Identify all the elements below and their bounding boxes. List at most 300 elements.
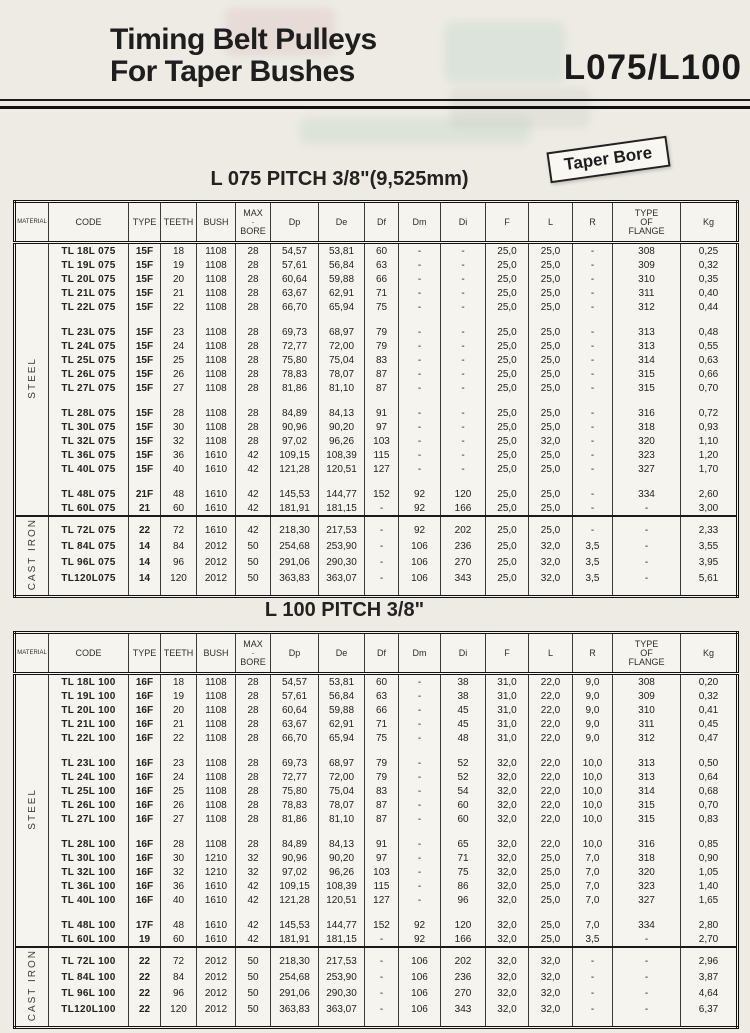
data-cell: 25,0 <box>486 381 529 395</box>
data-cell: 25,0 <box>529 879 573 893</box>
data-cell: 63,67 <box>271 286 319 300</box>
data-cell: 28 <box>236 367 271 381</box>
spacer-cell <box>613 826 681 837</box>
spacer-cell <box>236 826 271 837</box>
table-row <box>15 812 738 826</box>
spacer-cell <box>129 1017 161 1028</box>
data-cell: - <box>399 339 441 353</box>
type-cell: 16F <box>129 717 161 731</box>
data-cell: 120 <box>441 487 486 501</box>
column-header-teeth: TEETH <box>161 633 197 674</box>
data-cell: 32,0 <box>486 784 529 798</box>
data-cell: 25,0 <box>529 487 573 501</box>
data-cell: 1108 <box>197 339 236 353</box>
data-cell: 1210 <box>197 865 236 879</box>
data-cell: 25,0 <box>529 258 573 272</box>
spacer-cell <box>49 476 129 487</box>
data-cell: 2012 <box>197 570 236 586</box>
type-cell: 14 <box>129 538 161 554</box>
table-row <box>15 353 738 367</box>
data-cell: - <box>399 812 441 826</box>
code-cell: TL 96L 100 <box>49 985 129 1001</box>
data-cell: - <box>365 985 399 1001</box>
data-cell: 90,20 <box>319 851 365 865</box>
data-cell: 52 <box>441 770 486 784</box>
spacer-cell <box>49 826 129 837</box>
table-row <box>15 770 738 784</box>
data-cell: 22,0 <box>529 837 573 851</box>
code-cell: TL 30L 075 <box>49 420 129 434</box>
data-cell: 22,0 <box>529 703 573 717</box>
data-cell: 3,00 <box>681 501 738 516</box>
data-cell: 66,70 <box>271 300 319 314</box>
data-cell: 106 <box>399 570 441 586</box>
data-cell: - <box>399 851 441 865</box>
data-cell: - <box>399 731 441 745</box>
code-cell: TL 40L 100 <box>49 893 129 907</box>
data-cell: 25 <box>161 353 197 367</box>
data-cell: 10,0 <box>573 798 613 812</box>
data-cell: 22,0 <box>529 770 573 784</box>
type-cell: 22 <box>129 969 161 985</box>
spacer-cell <box>236 586 271 597</box>
data-cell: 72,77 <box>271 770 319 784</box>
data-cell: - <box>573 353 613 367</box>
spacer-cell <box>161 314 197 325</box>
data-cell: 127 <box>365 462 399 476</box>
data-cell: 254,68 <box>271 969 319 985</box>
data-cell: 24 <box>161 770 197 784</box>
type-cell: 15F <box>129 353 161 367</box>
column-header-f: F <box>486 202 529 243</box>
data-cell: 81,86 <box>271 381 319 395</box>
code-cell: TL 48L 100 <box>49 918 129 932</box>
data-cell: 0,45 <box>681 717 738 731</box>
table-header-row <box>15 202 738 243</box>
data-cell: 62,91 <box>319 717 365 731</box>
data-cell: 25,0 <box>529 367 573 381</box>
spacer-cell <box>613 1017 681 1028</box>
data-cell: - <box>613 522 681 538</box>
spacer-cell <box>529 1017 573 1028</box>
column-header-l: L <box>529 633 573 674</box>
data-cell: 22,0 <box>529 689 573 703</box>
spacer-cell <box>441 586 486 597</box>
data-cell: - <box>441 243 486 259</box>
spacer-cell <box>197 907 236 918</box>
data-cell: 28 <box>161 837 197 851</box>
data-cell: 28 <box>236 798 271 812</box>
data-cell: 312 <box>613 300 681 314</box>
code-cell: TL 84L 100 <box>49 969 129 985</box>
data-cell: 22,0 <box>529 674 573 690</box>
data-cell: 108,39 <box>319 448 365 462</box>
spacer-cell <box>236 395 271 406</box>
data-cell: - <box>441 339 486 353</box>
data-cell: 2,80 <box>681 918 738 932</box>
data-cell: - <box>399 674 441 690</box>
data-cell: 0,44 <box>681 300 738 314</box>
data-cell: 66,70 <box>271 731 319 745</box>
data-cell: 7,0 <box>573 879 613 893</box>
type-cell: 16F <box>129 879 161 893</box>
data-cell: 10,0 <box>573 756 613 770</box>
data-cell: 32 <box>236 851 271 865</box>
data-cell: 32,0 <box>529 985 573 1001</box>
data-cell: 56,84 <box>319 258 365 272</box>
spacer-cell <box>129 907 161 918</box>
data-cell: 31,0 <box>486 731 529 745</box>
spacer-cell <box>161 826 197 837</box>
data-cell: 28 <box>236 258 271 272</box>
data-cell: 32,0 <box>529 554 573 570</box>
data-cell: 1610 <box>197 918 236 932</box>
data-cell: 145,53 <box>271 918 319 932</box>
spacer-cell <box>197 314 236 325</box>
data-cell: 78,83 <box>271 798 319 812</box>
column-header-material: MATERIAL <box>15 633 49 674</box>
data-cell: 0,85 <box>681 837 738 851</box>
data-cell: 84,89 <box>271 406 319 420</box>
spacer-cell <box>49 907 129 918</box>
material-label <box>15 243 49 517</box>
data-cell: 25,0 <box>529 865 573 879</box>
spacer-cell <box>365 907 399 918</box>
data-cell: 217,53 <box>319 953 365 969</box>
data-cell: 60 <box>365 243 399 259</box>
spacer-cell <box>486 314 529 325</box>
code-cell: TL 25L 075 <box>49 353 129 367</box>
table-row <box>15 953 738 969</box>
column-header-bush: BUSH <box>197 202 236 243</box>
column-header-r: R <box>573 202 613 243</box>
column-header-l: L <box>529 202 573 243</box>
data-cell: 7,0 <box>573 851 613 865</box>
spacer-cell <box>441 907 486 918</box>
data-cell: 181,91 <box>271 932 319 947</box>
data-cell: 60 <box>365 674 399 690</box>
spacer-cell <box>365 1017 399 1028</box>
data-cell: 25,0 <box>529 501 573 516</box>
data-cell: 75,04 <box>319 784 365 798</box>
data-cell: 32,0 <box>486 893 529 907</box>
data-cell: 316 <box>613 406 681 420</box>
data-cell: 145,53 <box>271 487 319 501</box>
table-row <box>15 367 738 381</box>
spacer-cell <box>573 586 613 597</box>
data-cell: 2,96 <box>681 953 738 969</box>
code-cell: TL 40L 075 <box>49 462 129 476</box>
data-cell: 32,0 <box>486 851 529 865</box>
code-cell: TL 18L 075 <box>49 243 129 259</box>
data-cell: 291,06 <box>271 985 319 1001</box>
data-cell: 1,65 <box>681 893 738 907</box>
data-cell: 25,0 <box>486 339 529 353</box>
data-cell: 28 <box>236 703 271 717</box>
code-cell: TL 32L 075 <box>49 434 129 448</box>
data-cell: 1108 <box>197 353 236 367</box>
data-cell: 363,07 <box>319 1001 365 1017</box>
spacer-cell <box>486 907 529 918</box>
spacer-row <box>15 476 738 487</box>
code-cell: TL 23L 100 <box>49 756 129 770</box>
data-cell: 3,5 <box>573 932 613 947</box>
data-cell: 75,04 <box>319 353 365 367</box>
data-cell: 87 <box>365 798 399 812</box>
code-cell: TL 26L 100 <box>49 798 129 812</box>
data-cell: 1108 <box>197 837 236 851</box>
data-cell: 1108 <box>197 258 236 272</box>
page-title-line1: Timing Belt Pulleys <box>110 23 377 56</box>
data-cell: - <box>613 953 681 969</box>
data-cell: 3,87 <box>681 969 738 985</box>
table-row <box>15 339 738 353</box>
data-cell: 25,0 <box>529 353 573 367</box>
material-label <box>15 674 49 948</box>
type-cell: 22 <box>129 985 161 1001</box>
data-cell: - <box>365 501 399 516</box>
spacer-cell <box>365 395 399 406</box>
data-cell: 78,07 <box>319 798 365 812</box>
data-cell: - <box>365 570 399 586</box>
data-cell: - <box>399 381 441 395</box>
data-cell: 28 <box>161 406 197 420</box>
data-cell: 1610 <box>197 462 236 476</box>
data-cell: 106 <box>399 538 441 554</box>
data-cell: 308 <box>613 243 681 259</box>
spacer-cell <box>529 395 573 406</box>
data-cell: 79 <box>365 756 399 770</box>
data-cell: 120,51 <box>319 462 365 476</box>
data-cell: 68,97 <box>319 325 365 339</box>
spacer-cell <box>161 1017 197 1028</box>
data-cell: 25,0 <box>529 932 573 947</box>
spacer-cell <box>319 1017 365 1028</box>
spacer-cell <box>529 826 573 837</box>
data-cell: 63 <box>365 689 399 703</box>
spacer-cell <box>197 395 236 406</box>
data-cell: 96 <box>161 985 197 1001</box>
data-cell: 0,32 <box>681 689 738 703</box>
data-cell: 53,81 <box>319 674 365 690</box>
data-cell: 60,64 <box>271 272 319 286</box>
code-cell: TL 84L 075 <box>49 538 129 554</box>
spacer-cell <box>613 314 681 325</box>
spacer-cell <box>49 314 129 325</box>
data-cell: 91 <box>365 406 399 420</box>
data-cell: 54,57 <box>271 674 319 690</box>
data-cell: 54 <box>441 784 486 798</box>
data-cell: 290,30 <box>319 554 365 570</box>
data-cell: - <box>399 406 441 420</box>
data-cell: - <box>365 969 399 985</box>
code-cell: TL120L100 <box>49 1001 129 1017</box>
data-cell: 42 <box>236 501 271 516</box>
data-cell: 38 <box>441 674 486 690</box>
data-cell: 323 <box>613 879 681 893</box>
data-cell: 166 <box>441 932 486 947</box>
data-cell: 28 <box>236 731 271 745</box>
data-cell: 25,0 <box>486 554 529 570</box>
data-cell: - <box>573 953 613 969</box>
code-cell: TL 60L 075 <box>49 501 129 516</box>
data-cell: - <box>399 286 441 300</box>
data-cell: 32 <box>161 865 197 879</box>
data-cell: - <box>399 325 441 339</box>
data-cell: 42 <box>236 879 271 893</box>
data-cell: 81,10 <box>319 381 365 395</box>
data-cell: 25,0 <box>486 286 529 300</box>
data-cell: 106 <box>399 554 441 570</box>
column-header-dm: Dm <box>399 633 441 674</box>
data-cell: 32,0 <box>529 1001 573 1017</box>
data-cell: 0,35 <box>681 272 738 286</box>
data-cell: 1,40 <box>681 879 738 893</box>
table-row <box>15 893 738 907</box>
scan-artifact <box>445 22 565 82</box>
table-l100-container <box>13 631 736 1029</box>
data-cell: 28 <box>236 300 271 314</box>
spacer-cell <box>319 586 365 597</box>
data-cell: 26 <box>161 367 197 381</box>
data-cell: 2,33 <box>681 522 738 538</box>
spacer-cell <box>365 314 399 325</box>
data-cell: 96 <box>161 554 197 570</box>
data-cell: 316 <box>613 837 681 851</box>
page-title <box>110 24 377 88</box>
data-cell: 21 <box>161 286 197 300</box>
data-cell: 92 <box>399 501 441 516</box>
spacer-cell <box>399 745 441 756</box>
spacer-cell <box>161 395 197 406</box>
data-cell: 0,48 <box>681 325 738 339</box>
data-cell: 97 <box>365 851 399 865</box>
data-cell: 28 <box>236 353 271 367</box>
data-cell: 315 <box>613 812 681 826</box>
data-cell: 2012 <box>197 1001 236 1017</box>
data-cell: 0,55 <box>681 339 738 353</box>
table-row <box>15 756 738 770</box>
data-cell: - <box>399 717 441 731</box>
model-number: L075/L100 <box>563 48 742 87</box>
code-cell: TL 24L 075 <box>49 339 129 353</box>
data-cell: 28 <box>236 339 271 353</box>
data-cell: 0,20 <box>681 674 738 690</box>
data-cell: 72 <box>161 953 197 969</box>
data-cell: 28 <box>236 420 271 434</box>
data-cell: 121,28 <box>271 893 319 907</box>
code-cell: TL 23L 075 <box>49 325 129 339</box>
data-cell: 53,81 <box>319 243 365 259</box>
type-cell: 17F <box>129 918 161 932</box>
spacer-cell <box>319 476 365 487</box>
data-cell: - <box>399 703 441 717</box>
data-cell: 81,86 <box>271 812 319 826</box>
data-cell: 84,13 <box>319 406 365 420</box>
type-cell: 16F <box>129 865 161 879</box>
data-cell: 28 <box>236 325 271 339</box>
data-cell: 87 <box>365 367 399 381</box>
data-cell: 75,80 <box>271 353 319 367</box>
data-cell: 7,0 <box>573 865 613 879</box>
data-cell: 38 <box>441 689 486 703</box>
table-row <box>15 703 738 717</box>
data-cell: 314 <box>613 784 681 798</box>
spacer-cell <box>441 826 486 837</box>
table-row <box>15 918 738 932</box>
spacer-cell <box>529 586 573 597</box>
data-cell: - <box>399 300 441 314</box>
type-cell: 15F <box>129 339 161 353</box>
spacer-cell <box>271 907 319 918</box>
spacer-cell <box>271 745 319 756</box>
type-cell: 14 <box>129 570 161 586</box>
data-cell: 254,68 <box>271 538 319 554</box>
data-cell: - <box>573 434 613 448</box>
spacer-cell <box>129 476 161 487</box>
data-cell: 270 <box>441 985 486 1001</box>
type-cell: 16F <box>129 784 161 798</box>
spacer-cell <box>613 745 681 756</box>
data-cell: 1108 <box>197 784 236 798</box>
data-cell: - <box>441 258 486 272</box>
spacer-row <box>15 745 738 756</box>
data-cell: 25,0 <box>486 300 529 314</box>
spacer-cell <box>197 745 236 756</box>
data-cell: - <box>573 243 613 259</box>
code-cell: TL 18L 100 <box>49 674 129 690</box>
data-cell: 60 <box>161 932 197 947</box>
spacer-cell <box>197 476 236 487</box>
table-row <box>15 501 738 516</box>
spacer-cell <box>129 395 161 406</box>
data-cell: 97 <box>365 420 399 434</box>
spacer-cell <box>365 586 399 597</box>
table-row <box>15 420 738 434</box>
table-row <box>15 689 738 703</box>
data-cell: - <box>399 770 441 784</box>
spacer-cell <box>573 476 613 487</box>
column-header-flange: TYPE OF FLANGE <box>613 633 681 674</box>
spacer-cell <box>319 907 365 918</box>
data-cell: 309 <box>613 258 681 272</box>
column-header-de: De <box>319 633 365 674</box>
data-cell: 313 <box>613 339 681 353</box>
table-row <box>15 798 738 812</box>
data-cell: 1108 <box>197 717 236 731</box>
data-cell: 25,0 <box>486 367 529 381</box>
data-cell: 28 <box>236 674 271 690</box>
data-cell: 48 <box>441 731 486 745</box>
data-cell: 0,72 <box>681 406 738 420</box>
table-row <box>15 674 738 690</box>
type-cell: 15F <box>129 300 161 314</box>
type-cell: 16F <box>129 893 161 907</box>
data-cell: 25,0 <box>486 353 529 367</box>
column-header-dp: Dp <box>271 202 319 243</box>
data-cell: 32,0 <box>486 932 529 947</box>
data-cell: 65,94 <box>319 300 365 314</box>
spacer-cell <box>236 1017 271 1028</box>
data-cell: - <box>613 969 681 985</box>
data-cell: 91 <box>365 837 399 851</box>
table-row <box>15 243 738 259</box>
data-cell: 21 <box>161 717 197 731</box>
table-row <box>15 487 738 501</box>
data-cell: 115 <box>365 879 399 893</box>
data-cell: - <box>573 300 613 314</box>
table-row <box>15 969 738 985</box>
